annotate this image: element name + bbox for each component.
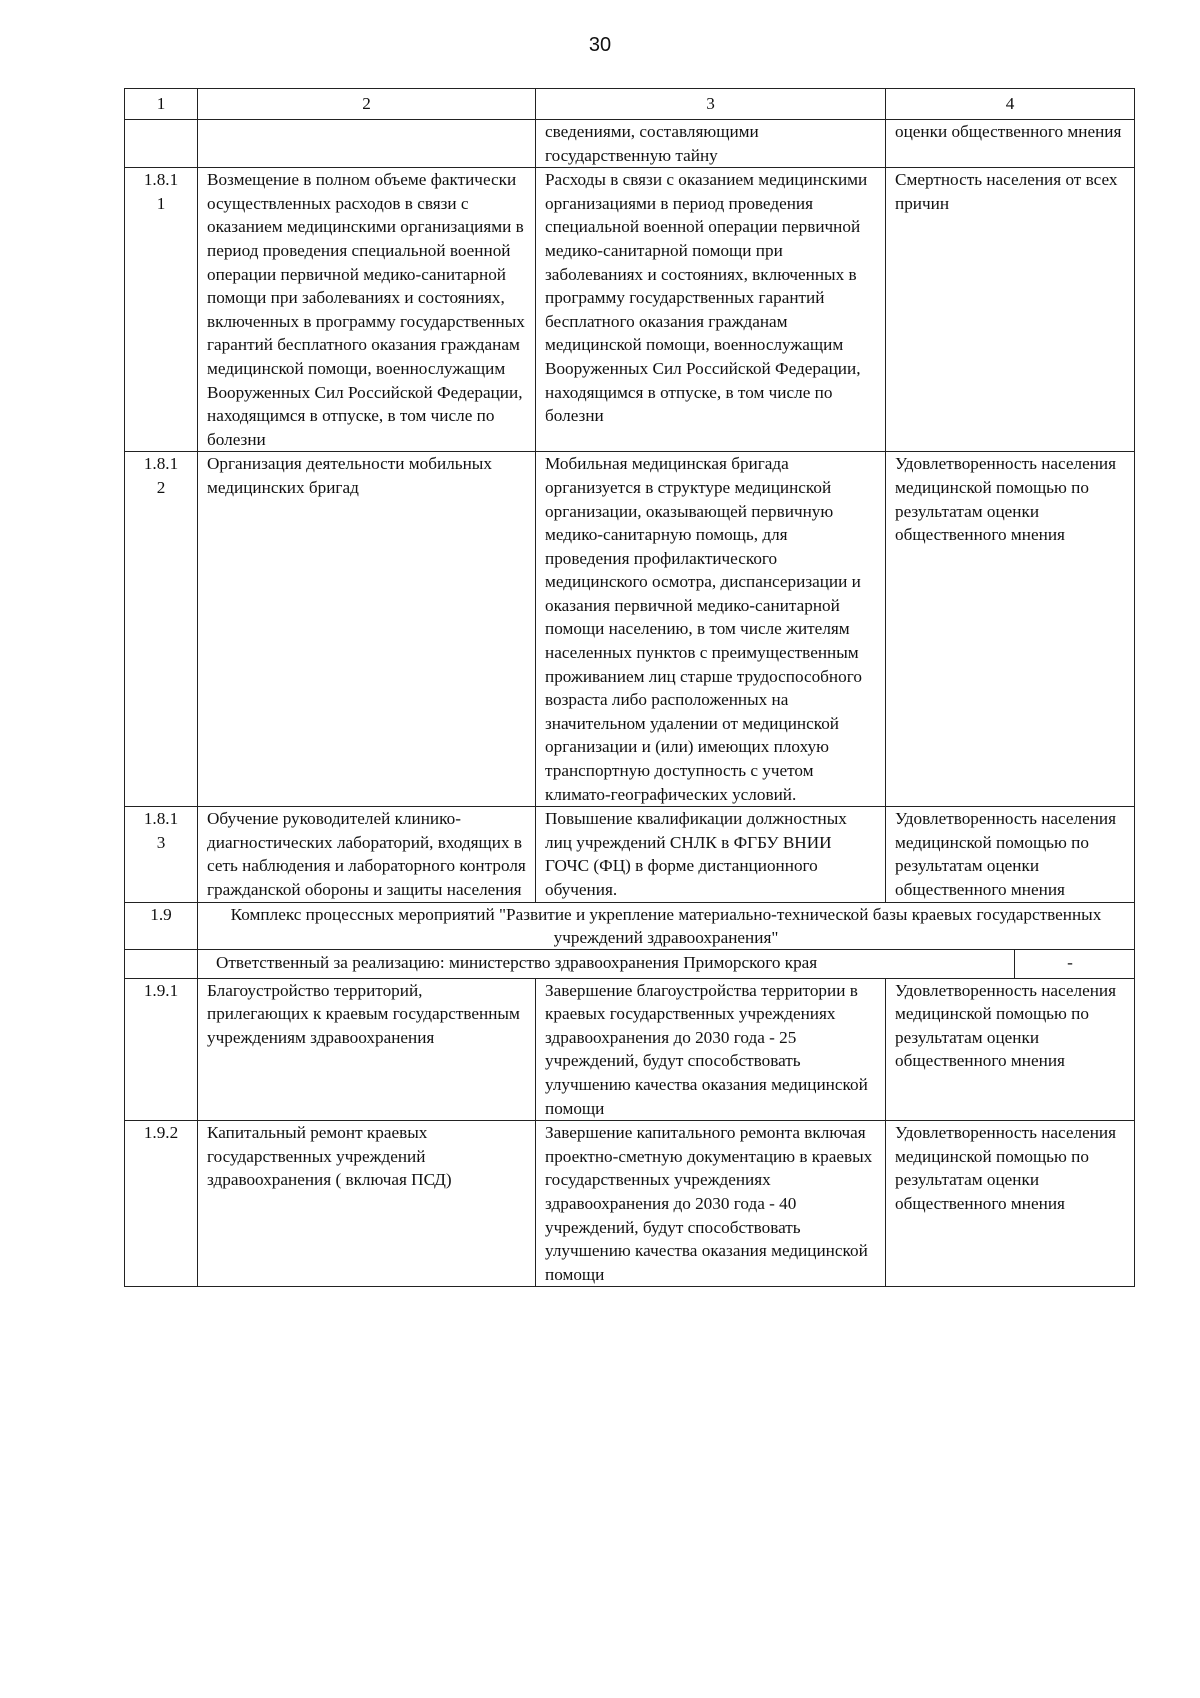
row-indicator: Удовлетворенность населения медицинской помощью по результатам оценки общественного мнения bbox=[886, 1121, 1135, 1287]
continuation-indicator: оценки общественного мнения bbox=[886, 120, 1135, 168]
table-row bbox=[125, 978, 1135, 1121]
responsible-value: - bbox=[1014, 950, 1125, 978]
header-row bbox=[125, 89, 1135, 120]
row-indicator: Смертность населения от всех причин bbox=[886, 168, 1135, 452]
header-col-3: 3 bbox=[536, 89, 886, 120]
row-measure: Организация деятельности мобильных медицинских бригад bbox=[198, 452, 536, 807]
group-title: Комплекс процессных мероприятий "Развитие и укрепление материально-технической базы краевых государственных учреждений здравоохранения" bbox=[198, 902, 1135, 949]
row-number: 1.9.2 bbox=[143, 1123, 179, 1143]
table-row bbox=[125, 168, 1135, 452]
responsible-row bbox=[125, 949, 1135, 978]
row-measure: Благоустройство территорий, прилегающих к краевым государственным учреждениям здравоохранения bbox=[198, 978, 536, 1121]
group-header-row bbox=[125, 902, 1135, 949]
header-col-4: 4 bbox=[886, 89, 1135, 120]
row-measure: Обучение руководителей клинико-диагностических лабораторий, входящих в сеть наблюдения и лабораторного контроля гражданской обороны и защиты населения bbox=[198, 807, 536, 902]
row-number: 1.8.1 3 bbox=[143, 809, 179, 852]
row-number: 1.8.1 1 bbox=[143, 170, 179, 213]
row-measure: Капитальный ремонт краевых государственных учреждений здравоохранения ( включая ПСД) bbox=[198, 1121, 536, 1287]
table-row bbox=[125, 807, 1135, 902]
row-indicator: Удовлетворенность населения медицинской помощью по результатам оценки общественного мнения bbox=[886, 978, 1135, 1121]
group-number: 1.9 bbox=[125, 902, 198, 949]
table-row bbox=[125, 452, 1135, 807]
row-measure: Возмещение в полном объеме фактически осуществленных расходов в связи с оказанием медицинскими организациями в период проведения специальной военной операции первичной медико-санитарной помощи при заболеваниях и состояниях, включенных в программу государственных гарантий бесплатного оказания гражданам медицинской помощи, военнослужащим Вооруженных Сил Российской Федерации, находящимся в отпуске, в том числе по болезни bbox=[198, 168, 536, 452]
row-indicator: Удовлетворенность населения медицинской помощью по результатам оценки общественного мнения bbox=[886, 807, 1135, 902]
continuation-row bbox=[125, 120, 1135, 168]
row-result: Мобильная медицинская бригада организуется в структуре медицинской организации, оказывающей первичную медико-санитарную помощь, для проведения профилактического медицинского осмотра, диспансеризации и оказания первичной медико-санитарной помощи населению, в том числе жителям населенных пунктов с преимущественным проживанием лиц старше трудоспособного возраста либо расположенных на значительном удалении от медицинской организации и (или) имеющих плохую транспортную доступность с учетом климато-географических условий. bbox=[536, 452, 886, 807]
row-number: 1.8.1 2 bbox=[143, 454, 179, 497]
table-row bbox=[125, 1121, 1135, 1287]
responsible-text: Ответственный за реализацию: министерство здравоохранения Приморского края bbox=[216, 952, 818, 972]
row-result: Завершение капитального ремонта включая проектно-сметную документацию в краевых государственных учреждениях здравоохранения до 2030 года - 40 учреждений, будут способствовать улучшению качества оказания медицинской помощи bbox=[536, 1121, 886, 1287]
row-indicator: Удовлетворенность населения медицинской помощью по результатам оценки общественного мнения bbox=[886, 452, 1135, 807]
row-result: Повышение квалификации должностных лиц учреждений СНЛК в ФГБУ ВНИИ ГОЧС (ФЦ) в форме дистанционного обучения. bbox=[536, 807, 886, 902]
measures-table bbox=[124, 88, 1135, 1287]
header-col-2: 2 bbox=[198, 89, 536, 120]
row-number: 1.9.1 bbox=[143, 980, 179, 1000]
continuation-result: сведениями, составляющими государственную тайну bbox=[536, 120, 886, 168]
row-result: Расходы в связи с оказанием медицинскими организациями в период проведения специальной военной операции первичной медико-санитарной помощи при заболеваниях и состояниях, включенных в программу государственных гарантий бесплатного оказания гражданам медицинской помощи, военнослужащим Вооруженных Сил Российской Федерации, находящимся в отпуске, в том числе по болезни bbox=[536, 168, 886, 452]
page-number: 30 bbox=[588, 34, 612, 56]
header-col-1: 1 bbox=[125, 89, 198, 120]
row-result: Завершение благоустройства территории в краевых государственных учреждениях здравоохранения до 2030 года - 25 учреждений, будут способствовать улучшению качества оказания медицинской помощи bbox=[536, 978, 886, 1121]
